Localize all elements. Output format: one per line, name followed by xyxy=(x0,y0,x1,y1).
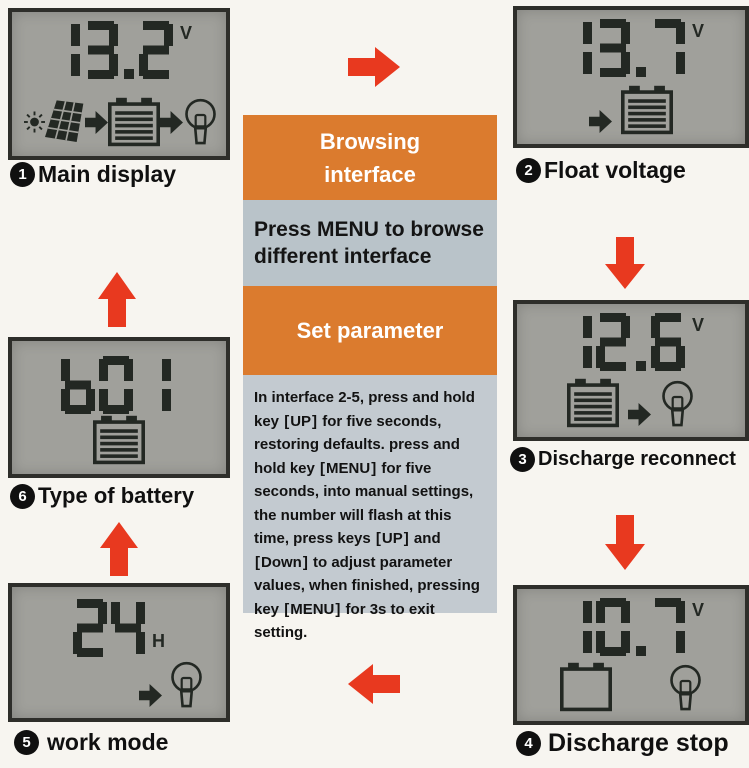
lcd-panel-discharge-reconnect xyxy=(513,300,749,441)
unit-label: V xyxy=(179,23,192,43)
unit-label: H xyxy=(152,631,165,651)
sun-icon xyxy=(24,111,45,133)
step-number-badge: 6 xyxy=(10,484,35,509)
panel-label-main-display xyxy=(10,161,176,188)
bulb-icon xyxy=(183,98,218,146)
lcd-readout xyxy=(517,589,745,656)
battery-icon xyxy=(621,85,673,135)
step-number-badge: 5 xyxy=(14,730,39,755)
panel-label-text: Discharge stop xyxy=(548,729,729,757)
panel-label-work-mode xyxy=(14,729,168,756)
battery-empty-icon xyxy=(560,662,612,712)
lcd-readout xyxy=(12,341,226,414)
lcd-panel-main-display xyxy=(8,8,230,160)
lcd-readout xyxy=(12,12,226,79)
flow-arrow-down-icon xyxy=(604,515,646,571)
menu-note-text: Press MENU to browse different interface xyxy=(254,217,484,268)
step-number-badge: 2 xyxy=(516,158,541,183)
panel-label-discharge-stop xyxy=(516,729,729,758)
battery-icon xyxy=(567,378,619,428)
solar-panel-icon xyxy=(45,98,85,146)
step-number-badge: 1 xyxy=(10,162,35,187)
step-number-badge: 3 xyxy=(510,447,535,472)
arrow-right-icon xyxy=(160,109,183,136)
menu-note-box xyxy=(243,200,497,286)
set-parameter-box xyxy=(243,286,497,375)
battery-icon xyxy=(108,97,160,147)
lcd-panel-float-voltage xyxy=(513,6,749,148)
seven-segment-value xyxy=(46,21,173,79)
bulb-icon xyxy=(660,380,695,428)
lcd-readout xyxy=(517,10,745,77)
unit-label: V xyxy=(691,21,704,41)
unit-label: V xyxy=(691,600,704,620)
flow-arrow-up-icon xyxy=(99,522,139,577)
flow-arrow-left-icon xyxy=(348,663,400,705)
lcd-icon-row xyxy=(24,97,214,147)
lcd-panel-discharge-stop xyxy=(513,585,749,725)
instructions-box: In interface 2-5, press and hold key [UP] for five seconds, restoring defaults. press and hold key [MENU] for five seconds, into manual settings, the number will flash at this time, press keys [UP] and [Down] to adjust parameter values, when finished, pressing key [MENU] for 3s to exit setting. xyxy=(243,375,497,613)
set-parameter-title: Set parameter xyxy=(296,317,444,343)
panel-label-text: Discharge reconnect xyxy=(538,448,736,470)
lcd-readout xyxy=(12,587,226,657)
seven-segment-value xyxy=(73,599,145,657)
lcd-icon-row xyxy=(529,662,733,712)
seven-segment-value xyxy=(61,356,171,414)
arrow-right-icon xyxy=(139,682,162,709)
lcd-icon-row xyxy=(529,85,733,135)
bulb-icon xyxy=(668,664,703,712)
panel-label-text: work mode xyxy=(47,729,169,755)
panel-label-text: Float voltage xyxy=(544,157,686,183)
panel-label-type-of-battery xyxy=(10,483,194,509)
lcd-panel-work-mode xyxy=(8,583,230,722)
lcd-icon-row xyxy=(529,378,733,428)
battery-icon xyxy=(93,415,145,465)
seven-segment-value xyxy=(558,19,685,77)
panel-label-text: Type of battery xyxy=(38,483,195,508)
lcd-icon-row xyxy=(24,415,214,465)
panel-label-float-voltage xyxy=(516,157,686,184)
flow-arrow-up-icon xyxy=(97,272,137,328)
flow-arrow-down-icon xyxy=(604,237,646,290)
arrow-right-icon xyxy=(628,401,651,428)
step-number-badge: 4 xyxy=(516,731,541,756)
lcd-panel-type-of-battery xyxy=(8,337,230,478)
seven-segment-value xyxy=(558,313,685,371)
browsing-interface-box xyxy=(243,115,497,200)
panel-label-text: Main display xyxy=(38,161,177,187)
browsing-interface-title: Browsing interface xyxy=(319,128,421,187)
lcd-readout xyxy=(517,304,745,371)
bulb-icon xyxy=(169,661,204,709)
seven-segment-value xyxy=(558,598,685,656)
unit-label: V xyxy=(691,315,704,335)
flow-arrow-right-icon xyxy=(348,46,400,88)
arrow-right-icon xyxy=(85,109,108,136)
lcd-icon-row xyxy=(24,661,204,709)
arrow-right-icon xyxy=(589,108,612,135)
panel-label-discharge-reconnect xyxy=(510,447,736,472)
